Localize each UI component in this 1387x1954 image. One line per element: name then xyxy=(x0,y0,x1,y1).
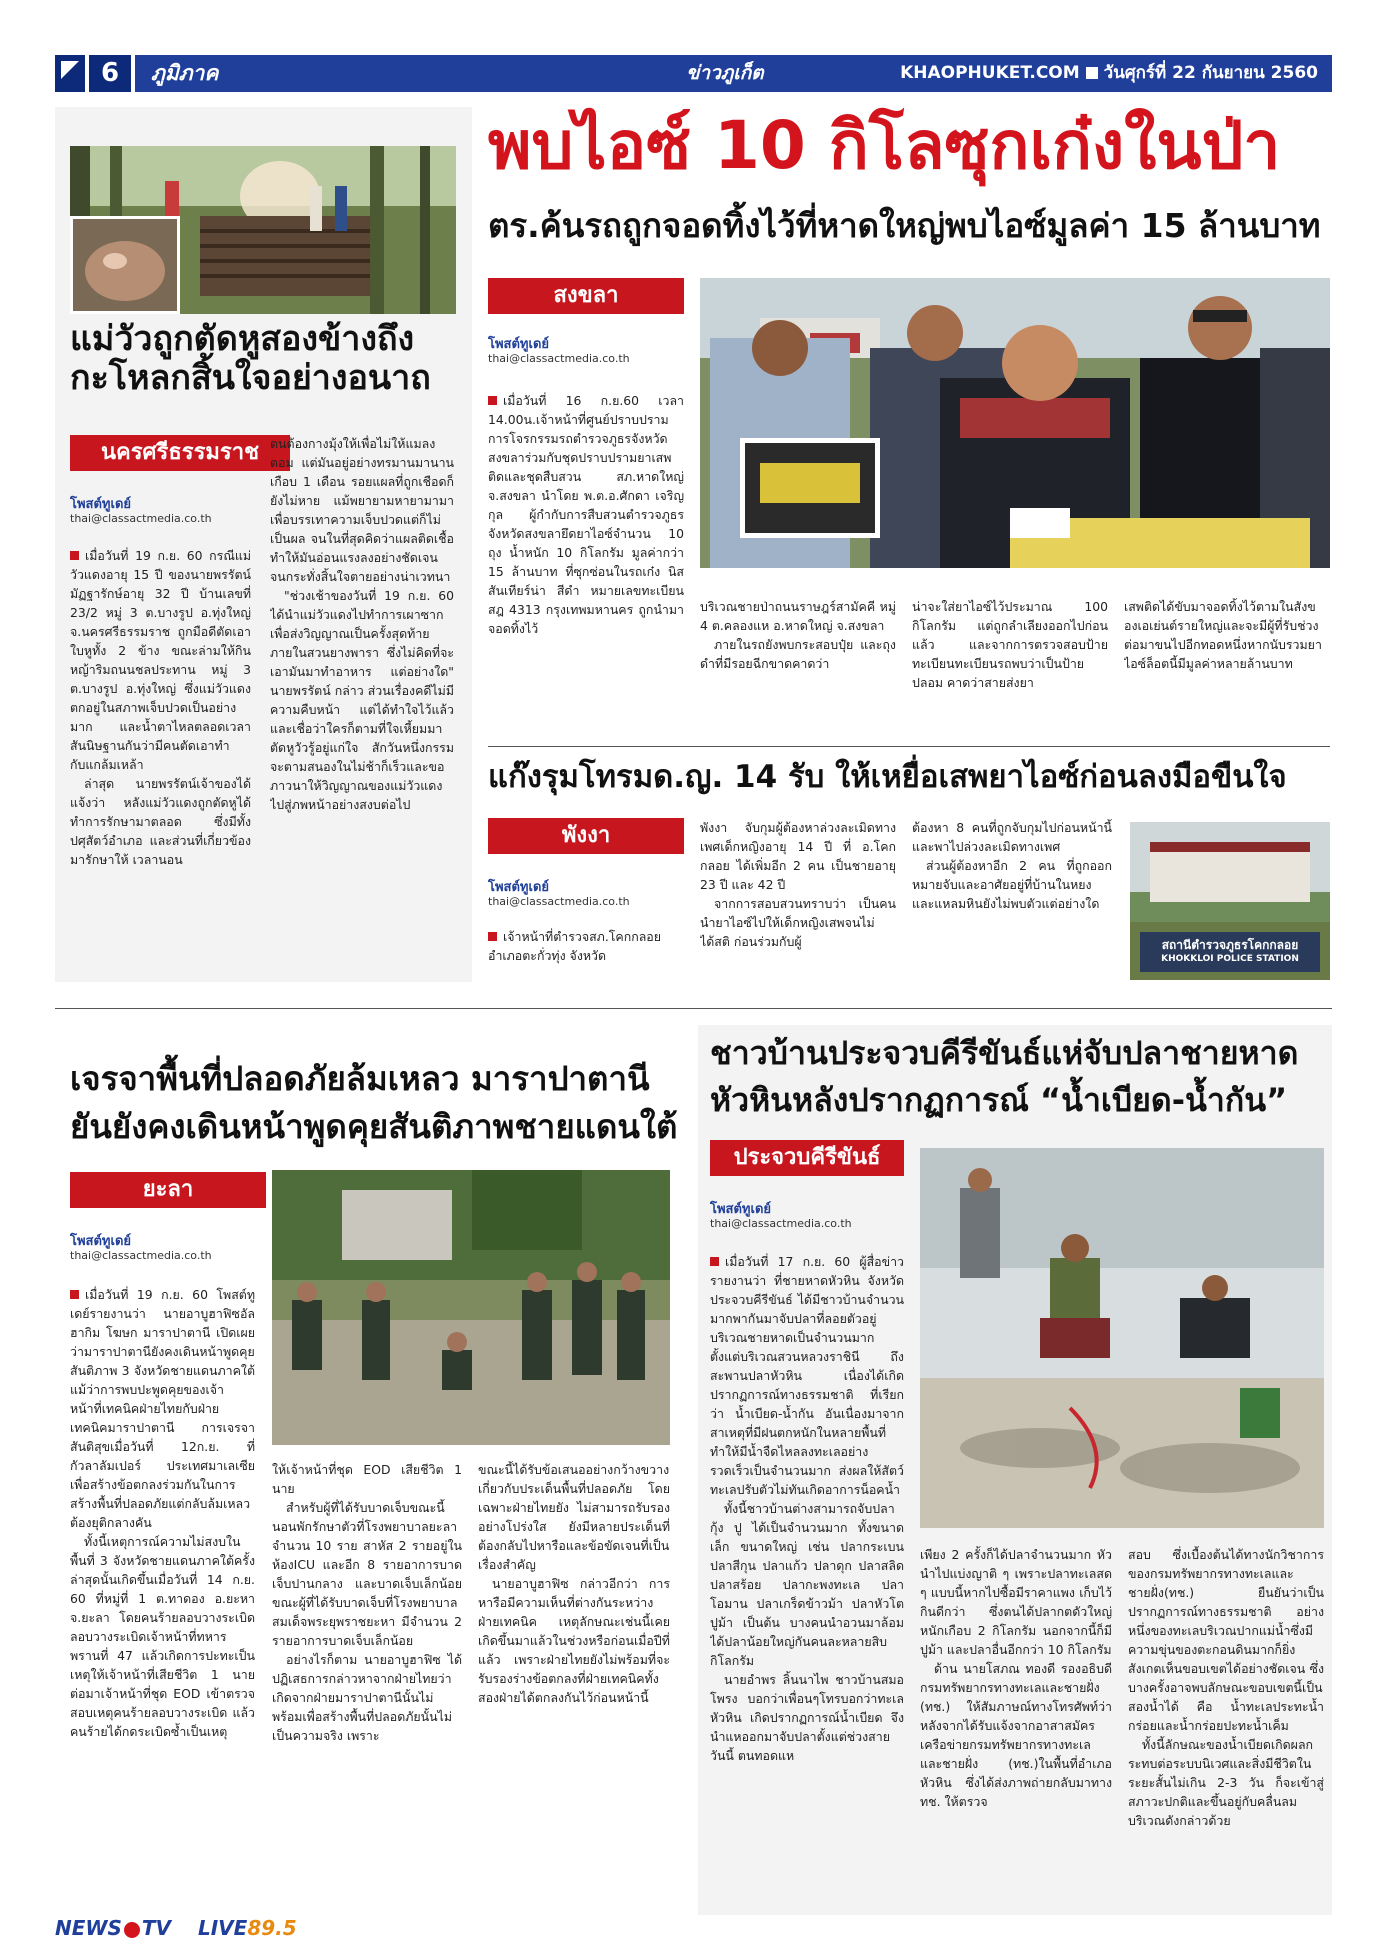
brand-logo: ข่าวภูเก็ต xyxy=(686,62,764,84)
fish-column-2: เพียง 2 ครั้งก็ได้ปลาจำนวนมาก หัวนำไปแบ่งญาติ ๆ เพราะปลาทะเลสด ๆ แบบนี้หากไปซื้อมีราคาแพง เก็บไว้กินดีกว่า ซึ่งตนได้ปลากตดัวใหญ่หนักเกือบ 2 กิโลกรัม นอกจากนี้ก็มีปูม้า และปลาอื่นอีกกว่า 10 กิโลกรัม ด้าน นายโสภณ ทองดี รองอธิบดีกรมทรัพยากรทางทะเลและชายฝั่ง (ทช.) ให้สัมภาษณ์ทางโทรศัพท์ว่า หลังจากได้รับแจ้งจากอาสาสมัครเครือข่ายกรมทรัพยากรทางทะเลและชายฝั่ง (ทช.)ในพื้นที่อำเภอหัวหิน ซึ่งได้ส่งภาพถ่ายกลับมาทาง ทช. ให้ตรวจ xyxy=(920,1547,1112,1809)
rape-email: thai@classactmedia.co.th xyxy=(488,895,630,908)
tag-nakhon-si-thammarat: นครศรีธรรมราช xyxy=(70,435,290,471)
fish-headline-line1: ชาวบ้านประจวบคีรีขันธ์แห่จับปลาชายหาด xyxy=(710,1034,1299,1072)
rape-column-1: เจ้าหน้าที่ตำรวจสภ.โคกกลอย อำเภอตะกั่วทุ่ง จังหวัด xyxy=(488,929,662,963)
peace-byline: โพสต์ทูเดย์ xyxy=(70,1234,132,1249)
peace-headline-line2: ยันยังคงเดินหน้าพูดคุยสันติภาพชายแดนใต้ xyxy=(70,1107,678,1146)
tag-phang-nga: พังงา xyxy=(488,818,684,854)
rape-column-2: พังงา จับกุมผู้ต้องหาล่วงละเมิดทางเพศเด็กหญิงอายุ 14 ปี ที่ อ.โคกกลอย ได้เพิ่มอีก 2 คน เป็นชายอายุ 23 ปี และ 42 ปี จากการสอบสวนทราบว่า เป็นคนนำยาไอซ์ไปให้เด็กหญิงเสพจนไม่ได้สติ ก่อนร่วมกับผู้ xyxy=(700,820,896,949)
page-number: 6 xyxy=(89,55,131,92)
police-station-photo xyxy=(1130,822,1330,980)
peace-photo xyxy=(272,1170,670,1445)
peace-email: thai@classactmedia.co.th xyxy=(70,1249,212,1262)
cow-column-1: เมื่อวันที่ 19 ก.ย. 60 กรณีแม่วัวแดงอายุ 15 ปี ของนายพรรัตน์ มัฏฐารักษ์อายุ 32 ปี บ้านเลขที่ 23/2 หมู่ 3 ต.บางรูป อ.ทุ่งใหญ่ จ.นครศรีธรรมราช ถูกมือดีตัดเอาใบหูทั้ง 2 ข้าง ขณะล่ามให้กินหญ้าริมถนนชลประทาน หมู่ 3 ต.บางรูป อ.ทุ่งใหญ่ ซึ่งแม่วัวแดงตกอยู่ในสภาพเจ็บปวดเป็นอย่างมาก และน้ำตาไหลตลอดเวลาสันนิษฐานกันว่ามีคนตัดเอาทำกับแกล้มเหล้า ล่าสุด นายพรรัตน์เจ้าของได้แจ้งว่า หลังแม่วัวแดงถูกตัดหูได้ทำการรักษามาตลอด ซึ่งมีทั้งปศุสัตว์อำเภอ และส่วนที่เกี่ยวข้องมารักษาให้ เวลานอน xyxy=(70,548,251,867)
fish-headline-line2: หัวหินหลังปรากฏการณ์ “น้ำเบียด-น้ำกัน” xyxy=(710,1081,1288,1119)
ice-subheadline: ตร.ค้นรถถูกจอดทิ้งไว้ที่หาดใหญ่พบไอซ์มูลค่า 15 ล้านบาท xyxy=(488,206,1321,245)
square-separator-icon xyxy=(1086,67,1098,79)
cow-email: thai@classactmedia.co.th xyxy=(70,512,212,525)
bullet-icon xyxy=(70,1290,79,1299)
fish-column-1: เมื่อวันที่ 17 ก.ย. 60 ผู้สื่อข่าวรายงานว่า ที่ชายหาดหัวหิน จังหวัดประจวบคีรีขันธ์ ได้มีชาวบ้านจำนวนมากพากันมาจับปลาที่ลอยตัวอยู่บริเวณชายหาดเป็นจำนวนมาก ตั้งแต่บริเวณสวนหลวงราชินี ถึงสะพานปลาหัวหิน เนื่องได้เกิดปรากฏการณ์ทางธรรมชาติ ที่เรียกว่า น้ำเบียด-น้ำกัน อันเนื่องมาจากสาเหตุที่มีฝนตกหนักในหลายพื้นที่ทำให้มีน้ำจืดไหลลงทะเลอย่างรวดเร็วเป็นจำนวนมาก ส่งผลให้สัตว์ทะเลปรับตัวไม่ทันเกิดอาการน็อคน้ำ ทั้งนี้ชาวบ้านต่างสามารถจับปลา กุ้ง ปู ได้เป็นจำนวนมาก ทั้งขนาดเล็ก ขนาดใหญ่ เช่น ปลากระเบน ปลาสีกุน ปลาแก้ว ปลาดุก ปลาสลิด ปลาสร้อย ปลากะพงทะเล ปลาโอมาน ปลาเกร็ดข้าวม้า ปลาหัวโต ปูม้า เป็นต้น บางคนนำอวนมาล้อมได้ปลาน้อยใหญ่กันคนละหลายสิบกิโลกรัม นายอำพร ลิ้นนาไพ ชาวบ้านสมอโพรง บอกว่าเพื่อนๆโทรบอกว่าทะเลหัวหิน เกิดปรากฏการณ์น้ำเบียด จึงนำแหออกมาจับปลาตั้งแต่ช่วงสายวันนี้ ตนทอดแห xyxy=(710,1254,904,1763)
cow-column-2: ตนต้องกางมุ้งให้เพื่อไม่ให้แมลงตอม แต่มันอยู่อย่างทรมานมานานเกือบ 1 เดือน รอยแผลที่ถูกเชือดก็ยังไม่หาย แม้พยายามหายามามาเพื่อบรรเทาความเจ็บปวดแต่ก็ไม่เป็นผล จนในที่สุดคิดว่าแผลติดเชื้อทำให้มันอ่อนแรงลงอย่างชัดเจน จนกระทั่งสิ้นใจตายอย่างน่าเวทนา "ช่วงเช้าของวันที่ 19 ก.ย. 60 ได้นำแม่วัวแดงไปทำการเผาซากเพื่อส่งวิญญาณเป็นครั้งสุดท้ายภายในสวนยางพารา ซึ่งไม่คิดที่จะเอามันมาทำอาหาร แต่อย่างใด" นายพรรัตน์ กล่าว ส่วนเรื่องคดีไม่มีความคืบหน้า แต่ได้ทำใจไว้แล้ว และเชื่อว่าใครก็ตามที่ใจเหี้ยมมาตัดหูวัวรู้อยู่แก่ใจ สักวันหนึ่งกรรมจะตามสนองในไม่ช้าก็เร็วและขอภาวนาให้วิญญาณของแม่วัวแดงไปสู่ภพหน้าอย่างสงบต่อไป xyxy=(270,436,454,812)
peace-headline-line1: เจรจาพื้นที่ปลอดภัยล้มเหลว มาราปาตานี xyxy=(70,1059,650,1098)
police-sign-thai: สถานีตำรวจภูธรโคกกลอย xyxy=(1161,938,1299,952)
corner-logo-icon xyxy=(55,55,85,92)
rape-headline: แก๊งรุมโทรมด.ญ. 14 รับ ให้เหยื่อเสพยาไอซ์ก่อนลงมือขืนใจ xyxy=(488,759,1287,795)
tag-prachuap-khiri-khan: ประจวบคีรีขันธ์ xyxy=(710,1140,904,1176)
ice-column-4: เสพติดได้ขับมาจอดทิ้งไว้ตามในสังของเอเย่นต์รายใหญ่และจะมีผู้ที่รับช่วงต่อมาขนไปอีกทอดหนึ่งหากนับรวมยาไอซ์ล็อตนี้มีมูลค่าหลายล้านบาท xyxy=(1124,599,1322,671)
bullet-icon xyxy=(488,932,497,941)
section-title: ภูมิภาค xyxy=(151,61,219,85)
fish-byline: โพสต์ทูเดย์ xyxy=(710,1202,772,1217)
peace-column-3: ขณะนี้ได้รับข้อเสนออย่างกว้างขวางเกี่ยวกับประเด็นพื้นที่ปลอดภัย โดยเฉพาะฝ่ายไทยยัง ไม่สามารถรับรองอย่างโปร่งใส ยังมีหลายประเด็นที่ต้องกลับไปหารือและข้อขัดเจนที่เป็นเรื่องสำคัญ นายอาบูฮาฟิซ กล่าวอีกว่า การหารือมีความเห็นที่ต่างกันระหว่างฝ่ายเทคนิค เหตุลักษณะเช่นนี้เคยเกิดขึ้นมาแล้วในช่วงหรือก่อนเมื่อปีที่แล้ว เพราะฝ่ายไทยยังไม่พร้อมที่จะรับรองร่างข้อตกลงที่ฝ่ายเทคนิคทั้งสองฝ่ายได้ตกลงกันไว้ก่อนหน้านี้ xyxy=(478,1462,670,1705)
circle-logo-icon xyxy=(124,1922,140,1938)
bullet-icon xyxy=(70,551,79,560)
bullet-icon xyxy=(488,396,497,405)
tag-songkhla: สงขลา xyxy=(488,278,684,314)
rape-byline: โพสต์ทูเดย์ xyxy=(488,880,550,895)
peace-column-2: ให้เจ้าหน้าที่ชุด EOD เสียชีวิต 1 นาย สำหรับผู้ที่ได้รับบาดเจ็บขณะนี้ นอนพักรักษาตัวที่โรงพยาบาลยะลา จำนวน 10 ราย สาหัส 2 รายอยู่ในห้องICU และอีก 8 รายอาการบาดเจ็บปานกลาง และบาดเจ็บเล็กน้อย ขณะผู้ที่ได้รับบาดเจ็บที่โรงพยาบาลสมเด็จพระยุพราชยะหา มีจำนวน 2 รายอาการบาดเจ็บเล็กน้อย อย่างไรก็ตาม นายอาบูฮาฟิซ ได้ปฏิเสธการกล่าวหาจากฝ่ายไทยว่าเกิดจากฝ่ายมาราปาตานีนั้นไม่พร้อมเพื่อสร้างพื้นที่ปลอดภัยนั้นไม่เป็นความจริง เพราะ xyxy=(272,1462,462,1743)
cow-photo xyxy=(70,146,456,314)
divider-line xyxy=(488,746,1330,747)
newstv-logo: NEWS TV xyxy=(55,1916,171,1940)
tag-yala: ยะลา xyxy=(70,1172,266,1208)
website: KHAOPHUKET.COM xyxy=(900,63,1080,83)
live-radio-logo: LIVE89.5 xyxy=(198,1916,297,1940)
bullet-icon xyxy=(710,1257,719,1266)
fish-column-3: สอบ ซึ่งเบื้องต้นได้ทางนักวิชาการของกรมทรัพยากรทางทะเลและชายฝั่ง(ทช.) ยืนยันว่าเป็นปรากฏการณ์ทางธรรมชาติ อย่างหนึ่งของทะเลบริเวณปากแม่น้ำซึ่งมีความขุ่นของตะกอนดินมากก็ยิ่งสังเกตเห็นขอบเขตได้อย่างชัดเจน ซึ่งบางครั้งอาจพบลักษณะขอบเขตนี้เป็นสองน้ำได้ คือ น้ำทะเลประทะน้ำกร่อยและน้ำกร่อยปะทะน้ำเค็ม ทั้งนี้ลักษณะของน้ำเบียดเกิดผลกระทบต่อระบบนิเวศและสิ่งมีชีวิตในระยะสั้นไม่เกิน 2-3 วัน ก็จะเข้าสู่สภาวะปกติและขึ้นอยู่กับคลื่นลมบริเวณดังกล่าวด้วย xyxy=(1128,1547,1324,1828)
cow-headline: แม่วัวถูกตัดหูสองข้างถึงกะโหลกสิ้นใจอย่างอนาถ xyxy=(70,319,431,399)
issue-date: วันศุกร์ที่ 22 กันยายน 2560 xyxy=(1103,63,1318,83)
peace-column-1: เมื่อวันที่ 19 ก.ย. 60 โพสต์ทูเดย์รายงานว่า นายอาบูฮาฟิซอัลฮากิม โฆษก มาราปาตานี เปิดเผยว่ามาราปาตานียังคงเดินหน้าพูดคุยสันติภาพ 3 จังหวัดชายแดนภาคใต้ แม้ว่าการพบปะพูดคุยของเจ้าหน้าที่เทคนิคฝ่ายไทยกับฝ่ายเทคนิคมาราปาตานี การเจรจาสันติสุขเมื่อวันที่ 12ก.ย. ที่กัวลาลัมเปอร์ ประเทศมาเลเซีย เพื่อสร้างข้อตกลงร่วมกันในการสร้างพื้นที่ปลอดภัยแต่กลับล้มเหลวต้องยุติกลางคัน ทั้งนี้เหตุการณ์ความไม่สงบในพื้นที่ 3 จังหวัดชายแดนภาคใต้ครั้งล่าสุดนั้นเกิดขึ้นเมื่อวันที่ 14 ก.ย. 60 ที่หมู่ที่ 1 ต.ทาดอง อ.ยะหา จ.ยะลา โดยคนร้ายลอบวางระเบิดลอบวางระเบิดเจ้าหน้าที่ทหารพรานที่ 47 แล้วเกิดการปะทะเป็นเหตุให้เจ้าหน้าที่เสียชีวิต 1 นาย ต่อมาเจ้าหน้าที่ชุด EOD เข้าตรวจสอบเหตุคนร้ายลอบวางระเบิด แล้วคนร้ายได้กดระเบิดซ้ำเป็นเหตุ xyxy=(70,1287,255,1739)
fish-email: thai@classactmedia.co.th xyxy=(710,1217,852,1230)
ice-column-3: น่าจะใส่ยาไอซ์ไว้ประมาณ 100 กิโลกรัม แต่ถูกลำเลียงออกไปก่อนแล้ว และจากการตรวจสอบป้ายทะเบียนทะเบียนรถพบว่าเป็นป้ายปลอม คาดว่าสายส่งยา xyxy=(912,599,1108,690)
page-header xyxy=(55,55,1332,92)
ice-email: thai@classactmedia.co.th xyxy=(488,352,630,365)
ice-column-1: เมื่อวันที่ 16 ก.ย.60 เวลา 14.00น.เจ้าหน้าที่ศูนย์ปราบปรามการโจรกรรมรถตำรวจภูธรจังหวัดสงขลาร่วมกับชุดปราบปรามยาเสพติดและชุดสืบสวน สภ.หาดใหญ่ จ.สงขลา นำโดย พ.ต.อ.ศักดา เจริญกุล ผู้กำกับการสืบสวนตำรวจภูธรจังหวัดสงขลายึดยาไอซ์จำนวน 10 ถุง น้ำหนัก 10 กิโลกรัม มูลค่ากว่า 15 ล้านบาท ที่ซุกซ่อนในรถเก๋ง นิสสันเทียร์น่า สีดำ หมายเลขทะเบียน สฎ 4313 กรุงเทพมหานคร ถูกนำมาจอดทิ้งไว้ xyxy=(488,393,684,636)
rape-column-3: ต้องหา 8 คนที่ถูกจับกุมไปก่อนหน้านี้และพาไปล่วงละเมิดทางเพศ ส่วนผู้ต้องหาอีก 2 คน ที่ถูกออกหมายจับและอาศัยอยู่ที่บ้านในหยงและแหลมหินยังไม่พบตัวแต่อย่างใด xyxy=(912,820,1112,911)
ice-headline: พบไอซ์ 10 กิโลซุกเก๋งในป่า xyxy=(488,107,1281,184)
ice-column-2: บริเวณชายป่าถนนราษฎร์สามัคคี หมู่ 4 ต.คลองแห อ.หาดใหญ่ จ.สงขลา ภายในรถยังพบกระสอบปุ๋ย และถุงดำที่มีรอยฉีกขาดคาดว่า xyxy=(700,599,896,671)
section-divider xyxy=(55,1008,1332,1009)
police-sign-english: KHOKKLOI POLICE STATION xyxy=(1161,954,1299,964)
cow-byline: โพสต์ทูเดย์ xyxy=(70,497,132,512)
fish-photo xyxy=(920,1148,1324,1528)
ice-byline: โพสต์ทูเดย์ xyxy=(488,337,550,352)
header-right xyxy=(900,55,1318,92)
ice-photo xyxy=(700,278,1330,568)
